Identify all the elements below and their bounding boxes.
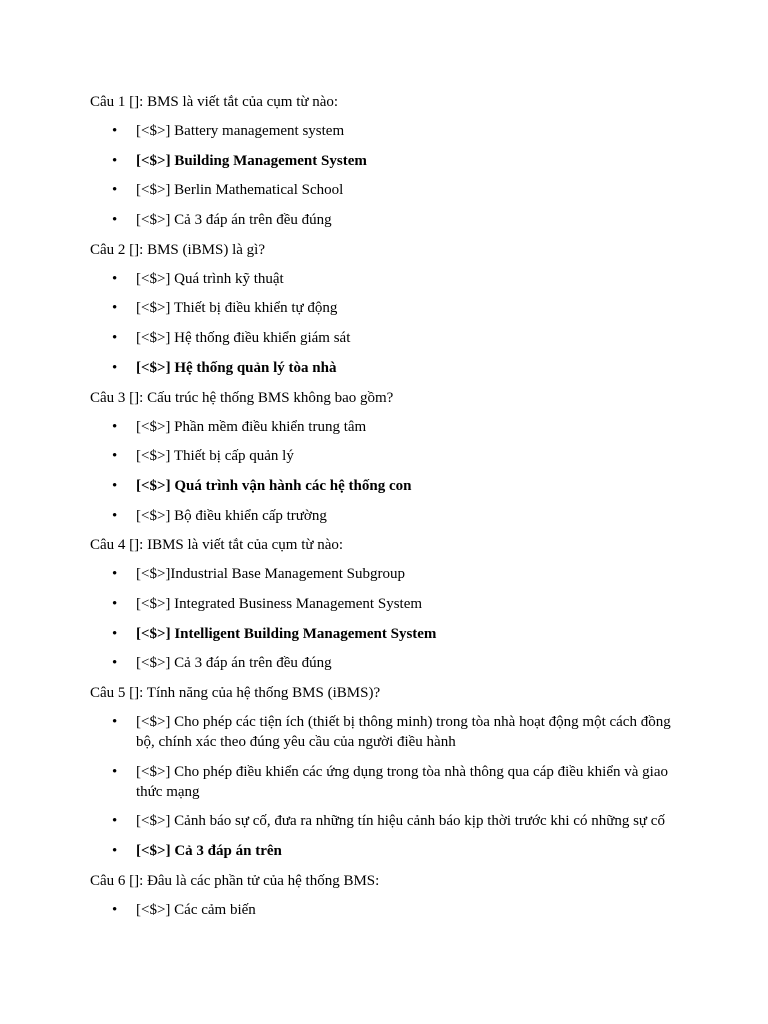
answer-item (90, 811, 678, 831)
answer-item-correct (90, 476, 678, 496)
answer-item (90, 762, 678, 802)
bullet-icon: • (112, 595, 118, 612)
answer-text: [<$>]Industrial Base Management Subgroup (136, 566, 405, 583)
answer-item (90, 900, 678, 920)
answer-item (90, 298, 678, 318)
answer-item (90, 653, 678, 673)
answer-text: [<$>] Phần mềm điều khiển trung tâm (136, 418, 367, 435)
bullet-icon: • (112, 714, 118, 730)
question-5-label: Câu 5 []: Tính năng của hệ thống BMS (iBMS)? (90, 685, 381, 701)
answer-item (90, 594, 678, 614)
bullet-icon: • (112, 418, 118, 435)
answer-item (90, 328, 678, 348)
answer-text: [<$>] Quá trình kỹ thuật (136, 270, 284, 287)
answer-text: [<$>] Cho phép các tiện ích (thiết bị thông minh) trong tòa nhà hoạt động một cách đồng bộ, chính xác theo đúng yêu cầu của người điều hành (136, 714, 671, 750)
bullet-icon: • (112, 300, 118, 317)
bullet-icon: • (112, 843, 118, 860)
answer-item (90, 417, 678, 437)
bullet-icon: • (112, 182, 118, 199)
question-4-label: Câu 4 []: IBMS là viết tắt của cụm từ nào: (90, 537, 344, 554)
bullet-icon: • (112, 507, 118, 524)
answer-text: [<$>] Hệ thống quản lý tòa nhà (136, 359, 337, 376)
answer-item (90, 506, 678, 526)
bullet-icon: • (112, 330, 118, 347)
bullet-icon: • (112, 477, 118, 494)
answer-item (90, 180, 678, 200)
answer-item-correct (90, 358, 678, 378)
answer-item (90, 210, 678, 230)
bullet-icon: • (112, 566, 118, 583)
bullet-icon: • (112, 212, 118, 229)
bullet-icon: • (112, 123, 118, 139)
answer-text: [<$>] Thiết bị cấp quản lý (136, 448, 294, 465)
answer-text: [<$>] Cho phép điều khiển các ứng dụng trong tòa nhà thông qua cáp điều khiển và giao thức mạng (136, 763, 668, 800)
bullet-icon: • (112, 359, 118, 376)
bullet-icon: • (112, 813, 118, 830)
answer-text: [<$>] Building Management System (136, 152, 367, 169)
answer-text: [<$>] Cảnh báo sự cố, đưa ra những tín hiệu cảnh báo kịp thời trước khi có những sự cố (136, 813, 665, 830)
bullet-icon: • (112, 152, 118, 169)
answer-text: [<$>] Berlin Mathematical School (136, 182, 344, 199)
answer-item (90, 269, 678, 289)
bullet-icon: • (112, 901, 118, 918)
answer-item-correct (90, 624, 678, 644)
question-3-answers (90, 417, 678, 526)
question-2-label: Câu 2 []: BMS (iBMS) là gì? (90, 241, 265, 258)
question-1-label: Câu 1 []: BMS là viết tắt của cụm từ nào: (90, 94, 339, 110)
question-2-answers (90, 269, 678, 378)
question-1-answers (90, 121, 678, 230)
answer-text: [<$>] Quá trình vận hành các hệ thống con (136, 477, 412, 494)
answer-text: [<$>] Cả 3 đáp án trên (136, 843, 282, 860)
answer-text: [<$>] Hệ thống điều khiển giám sát (136, 330, 351, 347)
answer-text: [<$>] Integrated Business Management System (136, 595, 423, 612)
answer-text: [<$>] Thiết bị điều khiển tự động (136, 300, 338, 317)
question-5-answers (90, 712, 678, 861)
bullet-icon: • (112, 270, 118, 287)
answer-item (90, 121, 678, 141)
answer-item-correct (90, 151, 678, 171)
question-6-label: Câu 6 []: Đâu là các phần tử của hệ thống BMS: (90, 872, 380, 889)
question-4-answers (90, 564, 678, 673)
answer-text: [<$>] Cả 3 đáp án trên đều đúng (136, 655, 332, 672)
answer-item (90, 712, 678, 752)
answer-item (90, 446, 678, 466)
question-6-answers (90, 900, 678, 920)
answer-text: [<$>] Bộ điều khiển cấp trường (136, 507, 327, 524)
answer-text: [<$>] Cả 3 đáp án trên đều đúng (136, 212, 332, 229)
answer-item-correct (90, 841, 678, 861)
question-3-label: Câu 3 []: Cấu trúc hệ thống BMS không bao gồm? (90, 389, 394, 406)
bullet-icon: • (112, 625, 118, 642)
bullet-icon: • (112, 448, 118, 465)
bullet-icon: • (112, 655, 118, 672)
answer-item (90, 564, 678, 584)
bullet-icon: • (112, 763, 118, 780)
answer-text: [<$>] Các cảm biến (136, 901, 256, 918)
answer-text: [<$>] Intelligent Building Management System (136, 625, 437, 642)
answer-text: [<$>] Battery management system (136, 123, 345, 139)
